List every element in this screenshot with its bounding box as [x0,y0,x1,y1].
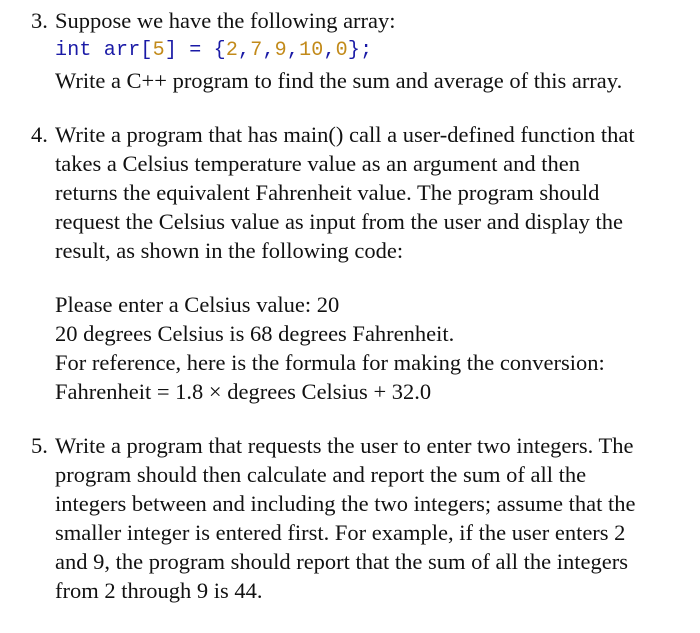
question-5-line-1: Write a program that requests the user to enter two integers. The [55,433,634,458]
code-value-3: 9 [274,39,287,62]
code-assign: ] = { [164,39,226,62]
code-value-5: 0 [335,39,348,62]
code-comma: , [286,39,300,62]
code-keyword: int [55,39,92,62]
example-line-3: For reference, here is the formula for making the conversion: [55,350,605,375]
question-5-line-2: program should then calculate and report the sum of all the [55,462,587,487]
example-line-2: 20 degrees Celsius is 68 degrees Fahrenheit. [55,321,455,346]
question-5-line-4: smaller integer is entered first. For example, if the user enters 2 [55,520,626,545]
question-5-number: 5. [31,433,48,458]
code-value-2: 7 [250,39,263,62]
code-comma: , [323,39,336,62]
code-value-1: 2 [225,39,239,62]
example-line-1: Please enter a Celsius value: 20 [55,292,340,317]
question-3-line-3: Write a C++ program to find the sum and average of this array. [55,68,623,93]
question-4-line-4: request the Celsius value as input from the user and display the [55,209,623,234]
question-5-line-3: integers between and including the two integers; assume that the [55,491,636,516]
question-4-line-2: takes a Celsius temperature value as an argument and then [55,151,581,176]
code-comma: , [238,39,251,62]
code-identifier: arr[ [91,39,153,62]
question-4-line-3: returns the equivalent Fahrenheit value. The program should [55,180,600,205]
question-3-number: 3. [31,8,48,33]
example-line-4: Fahrenheit = 1.8 × degrees Celsius + 32.0 [55,379,432,404]
question-5-line-5: and 9, the program should report that the sum of all the integers [55,549,628,574]
code-size: 5 [152,39,165,62]
code-value-4: 10 [299,39,324,62]
code-end: }; [347,39,373,62]
question-3-code [55,36,372,65]
question-4-number: 4. [31,122,48,147]
code-comma: , [262,39,275,62]
question-5-line-6: from 2 through 9 is 44. [55,578,263,603]
question-3-line-1: Suppose we have the following array: [55,8,396,33]
question-4-line-1: Write a program that has main() call a user-defined function that [55,122,635,147]
question-4-line-5: result, as shown in the following code: [55,238,404,263]
